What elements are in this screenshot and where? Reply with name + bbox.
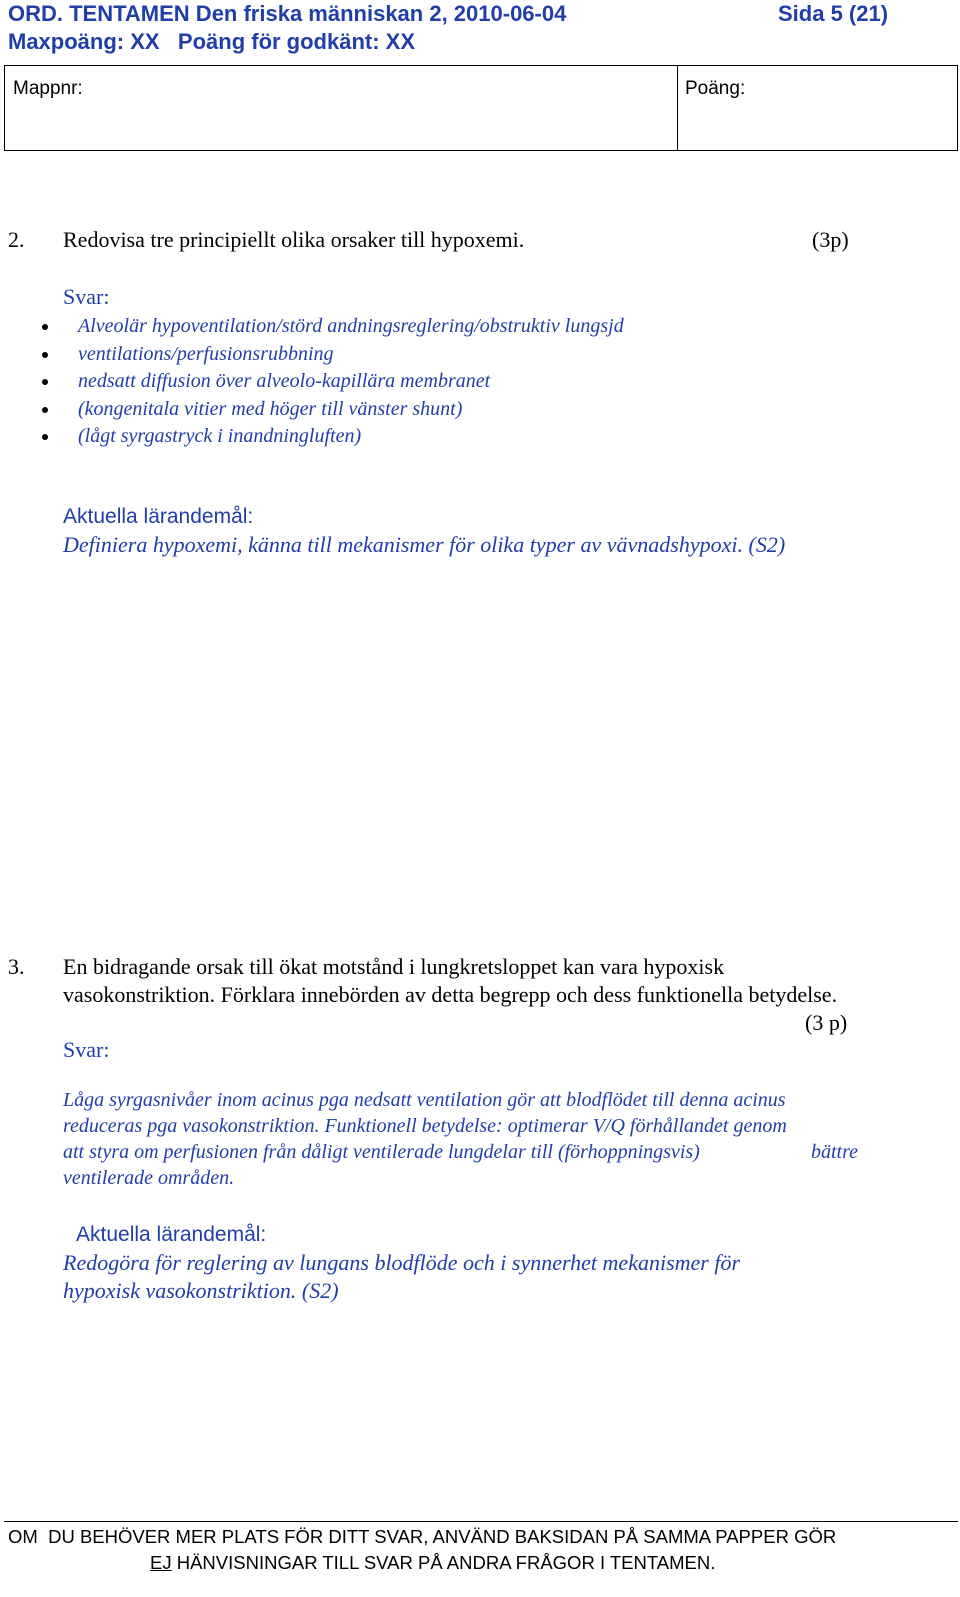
footer-line-2 [150,1550,715,1576]
question-3-answer-label: Svar: [63,1037,110,1062]
identification-box-divider [677,66,678,150]
poang-label: Poäng: [685,78,746,99]
footer-line-2-text: HÄNVISNINGAR TILL SVAR PÅ ANDRA FRÅGOR I TENTAMEN. [171,1552,716,1573]
bullet-icon [42,407,48,413]
list-item: (lågt syrgastryck i inandningluften) [42,423,624,451]
bullet-icon [42,434,48,440]
question-3-points: (3 p) [805,1010,848,1035]
mappnr-label: Mappnr: [13,78,83,99]
bullet-icon [42,324,48,330]
list-item: Alveolär hypoventilation/störd andningsreglering/obstruktiv lungsjd [42,313,624,341]
question-3-text-line-2: vasokonstriktion. Förklara innebörden av detta begrepp och dess funktionella betydelse. [63,982,838,1007]
question-3-answer-line-1: Låga syrgasnivåer inom acinus pga nedsatt ventilation gör att blodflödet till denna acinus [63,1089,786,1111]
footer-line-1: OM DU BEHÖVER MER PLATS FÖR DITT SVAR, ANVÄND BAKSIDAN PÅ SAMMA PAPPER GÖR [8,1526,837,1547]
question-3-goals-label: Aktuella lärandemål: [76,1223,267,1246]
question-2-number: 2. [8,227,25,252]
question-2-goals-label: Aktuella lärandemål: [63,505,254,528]
list-item: nedsatt diffusion över alveolo-kapillära membranet [42,368,624,396]
question-2-answer-list [42,313,624,451]
question-3-answer-line-2: reduceras pga vasokonstriktion. Funktionell betydelse: optimerar V/Q förhållandet genom [63,1115,787,1137]
bullet-icon [42,352,48,358]
question-3-goals-line-2: hypoxisk vasokonstriktion. (S2) [63,1278,339,1303]
question-2-goals-text: Definiera hypoxemi, känna till mekanismer för olika typer av vävnadshypoxi. (S2) [63,532,786,557]
list-item: ventilations/perfusionsrubbning [42,341,624,369]
question-3-text-line-1: En bidragande orsak till ökat motstånd i lungkretsloppet kan vara hypoxisk [63,954,725,979]
question-3-answer-line-4: ventilerade områden. [63,1167,235,1189]
exam-points-info: Maxpoäng: XX Poäng för godkänt: XX [8,29,416,54]
footer-emphasis: EJ [150,1552,172,1573]
bullet-icon [42,379,48,385]
exam-title: ORD. TENTAMEN Den friska människan 2, 2010-06-04 [8,1,567,26]
question-2-text: Redovisa tre principiellt olika orsaker till hypoxemi. [63,227,525,252]
question-2-points: (3p) [812,227,849,252]
identification-box [4,65,958,151]
question-2-answer-label: Svar: [63,284,110,309]
question-3-answer-line-3: att styra om perfusionen från dåligt ventilerade lungdelar till (förhoppningsvis) [63,1141,700,1163]
question-3-number: 3. [8,954,25,979]
question-3-goals-line-1: Redogöra för reglering av lungans blodflöde och i synnerhet mekanismer för [63,1250,741,1275]
page-number: Sida 5 (21) [778,1,889,26]
list-item: (kongenitala vitier med höger till vänster shunt) [42,396,624,424]
footer-divider [4,1521,958,1522]
question-3-answer-line-3-end: bättre [811,1141,859,1163]
